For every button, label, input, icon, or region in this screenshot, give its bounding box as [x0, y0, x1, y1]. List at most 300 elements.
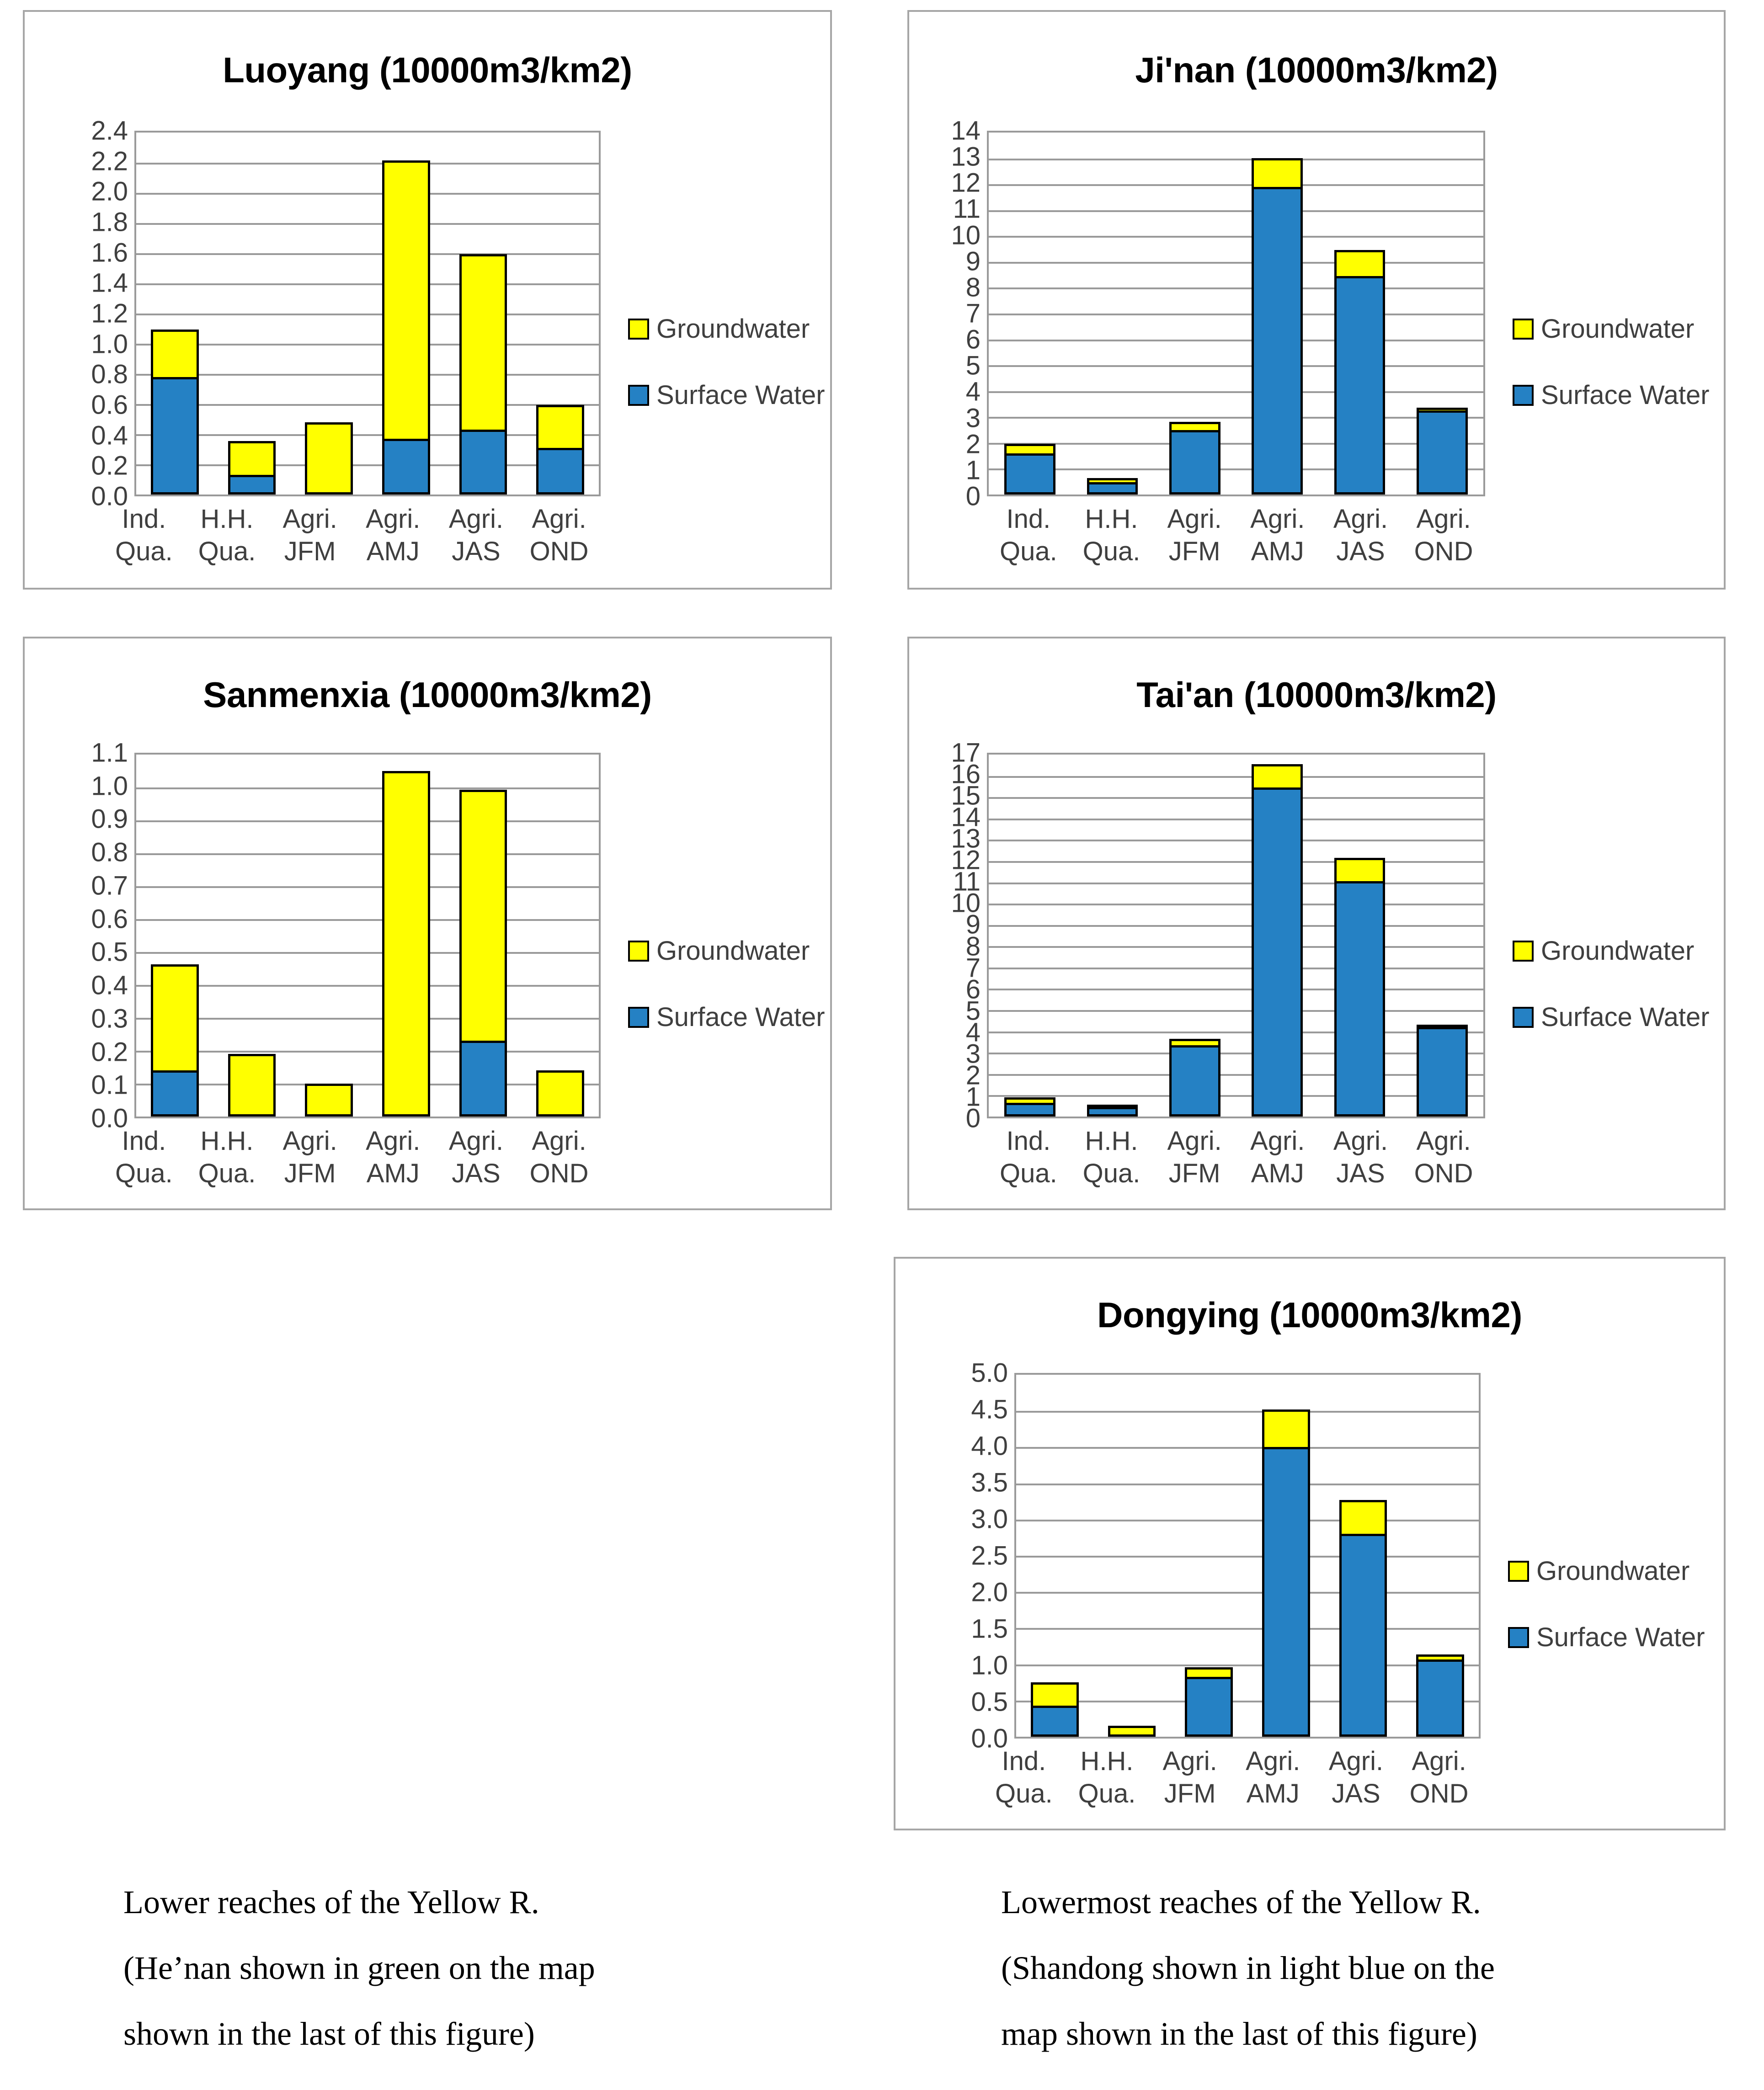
- x-axis-label-line2: Qua.: [115, 536, 173, 566]
- legend-label: Surface Water: [1541, 1002, 1710, 1032]
- x-axis-label: [186, 503, 269, 568]
- bars-layer: [989, 133, 1483, 495]
- bar-segment-surface-water[interactable]: [382, 439, 430, 495]
- x-axis-label: [435, 503, 518, 568]
- x-axis-label-line2: Qua.: [1082, 536, 1140, 566]
- x-axis-label: [1153, 503, 1236, 568]
- x-axis-label-line2: JFM: [284, 536, 336, 566]
- bar-stack[interactable]: [1252, 762, 1303, 1117]
- bar-segment-groundwater[interactable]: [305, 422, 353, 495]
- bar-segment-surface-water[interactable]: [1087, 1107, 1138, 1117]
- bar-stack[interactable]: [1417, 1023, 1468, 1117]
- bar-stack[interactable]: [1416, 1652, 1464, 1737]
- caption-left-line1: Lower reaches of the Yellow R.: [123, 1884, 539, 1920]
- x-axis-label: [982, 1745, 1066, 1810]
- x-axis-label-line1: Agri.: [366, 504, 421, 534]
- y-tick-label: 0.1: [91, 1070, 128, 1100]
- legend-swatch-groundwater-icon: [1508, 1561, 1529, 1582]
- legend-swatch-groundwater-icon: [628, 319, 649, 340]
- y-tick-label: 0.6: [91, 904, 128, 934]
- y-tick-label: 4: [965, 1017, 981, 1048]
- bar-stack[interactable]: [1417, 405, 1468, 495]
- bar-slot: [1071, 755, 1153, 1117]
- legend-swatch-surface-water-icon: [1508, 1627, 1529, 1648]
- plot-area-luoyang: [134, 131, 601, 496]
- x-axis-labels-jinan: [987, 503, 1485, 568]
- plot-region-sanmenxia: [43, 738, 601, 1133]
- bar-stack[interactable]: [151, 327, 199, 495]
- bar-segment-groundwater[interactable]: [151, 330, 199, 379]
- y-tick-label: 11: [953, 194, 981, 224]
- legend-item-surface-water[interactable]: [1508, 1622, 1705, 1653]
- x-axis-labels-taian: [987, 1125, 1485, 1190]
- y-tick-label: 12: [951, 168, 981, 198]
- bar-stack[interactable]: [1087, 1106, 1138, 1117]
- bar-stack[interactable]: [536, 403, 584, 495]
- y-tick-label: 0.5: [91, 937, 128, 967]
- x-axis-label-line2: AMJ: [366, 1158, 420, 1188]
- bar-segment-groundwater[interactable]: [1031, 1682, 1079, 1707]
- bar-segment-groundwater[interactable]: [459, 254, 507, 432]
- x-axis-label: [1315, 1745, 1398, 1810]
- y-tick-label: 2.5: [971, 1541, 1008, 1571]
- bar-segment-surface-water[interactable]: [1087, 482, 1138, 495]
- bar-stack[interactable]: [1169, 1037, 1220, 1117]
- chart-title-sanmenxia: Sanmenxia (10000m3/km2): [203, 675, 652, 715]
- bar-segment-groundwater[interactable]: [228, 441, 276, 477]
- bar-stack[interactable]: [1108, 1726, 1156, 1737]
- bar-slot: [522, 755, 599, 1117]
- x-axis-label-line2: JFM: [284, 1158, 336, 1188]
- y-tick-label: 0.6: [91, 390, 128, 420]
- bar-stack[interactable]: [151, 962, 199, 1117]
- bar-segment-surface-water[interactable]: [1169, 1045, 1220, 1117]
- legend-swatch-groundwater-icon: [1513, 941, 1534, 962]
- bar-stack[interactable]: [1334, 248, 1386, 495]
- legend-luoyang: [628, 314, 825, 410]
- x-axis-label: [1319, 1125, 1402, 1190]
- bar-slot: [213, 755, 291, 1117]
- y-tick-label: 0.4: [91, 970, 128, 1000]
- x-axis-label: [1402, 1125, 1485, 1190]
- y-tick-label: 16: [951, 759, 981, 789]
- y-tick-label: 2.4: [91, 116, 128, 146]
- caption-right: [1001, 1869, 1714, 2067]
- bar-slot: [1016, 1375, 1093, 1737]
- x-axis-label-line2: JAS: [1336, 1158, 1385, 1188]
- x-axis-label-line2: AMJ: [1251, 1158, 1304, 1188]
- y-tick-label: 4.5: [971, 1394, 1008, 1425]
- bar-segment-groundwater[interactable]: [536, 1070, 584, 1117]
- bar-stack[interactable]: [1334, 856, 1386, 1117]
- y-tick-label: 0.8: [91, 837, 128, 867]
- bar-segment-surface-water[interactable]: [151, 1070, 199, 1117]
- bar-slot: [1401, 755, 1483, 1117]
- y-tick-label: 2: [965, 429, 981, 459]
- chart-panel-sanmenxia: [23, 637, 832, 1210]
- bar-stack[interactable]: [382, 771, 430, 1117]
- y-tick-label: 17: [951, 738, 981, 768]
- x-axis-label-line2: Qua.: [115, 1158, 173, 1188]
- y-tick-label: 10: [951, 220, 981, 250]
- x-axis-label: [1236, 1125, 1319, 1190]
- bar-segment-surface-water[interactable]: [1169, 430, 1220, 495]
- bar-segment-surface-water[interactable]: [1004, 453, 1055, 495]
- x-axis-label-line1: Ind.: [122, 1126, 166, 1156]
- bar-stack[interactable]: [459, 252, 507, 495]
- x-axis-label-line2: JAS: [1336, 536, 1385, 566]
- y-tick-label: 4: [965, 377, 981, 407]
- legend-item-groundwater[interactable]: [1513, 314, 1710, 344]
- caption-right-line3: map shown in the last of this figure): [1001, 2016, 1477, 2052]
- x-axis-label: [268, 1125, 352, 1190]
- bar-slot: [368, 755, 445, 1117]
- legend-swatch-groundwater-icon: [1513, 319, 1534, 340]
- bar-slot: [1154, 133, 1236, 495]
- bar-slot: [1154, 755, 1236, 1117]
- bar-stack[interactable]: [1087, 476, 1138, 495]
- bar-segment-surface-water[interactable]: [536, 448, 584, 495]
- x-axis-label: [102, 503, 186, 568]
- bars-layer: [989, 755, 1483, 1117]
- y-tick-label: 14: [951, 802, 981, 832]
- y-axis-sanmenxia: [43, 738, 134, 1133]
- bar-segment-surface-water[interactable]: [1031, 1706, 1079, 1737]
- bar-segment-surface-water[interactable]: [459, 430, 507, 495]
- caption-left-line3: shown in the last of this figure): [123, 2016, 535, 2052]
- y-tick-label: 1: [965, 1082, 981, 1112]
- bar-slot: [1325, 1375, 1402, 1737]
- y-tick-label: 2.0: [971, 1577, 1008, 1607]
- bar-segment-groundwater[interactable]: [1339, 1500, 1387, 1536]
- x-axis-label: [186, 1125, 269, 1190]
- chart-panel-luoyang: [23, 10, 832, 590]
- x-axis-label-line2: OND: [529, 1158, 589, 1188]
- y-tick-label: 13: [951, 142, 981, 172]
- y-tick-label: 6: [965, 324, 981, 355]
- x-axis-label-line1: H.H.: [200, 1126, 254, 1156]
- x-axis-label: [102, 1125, 186, 1190]
- bar-stack[interactable]: [536, 1070, 584, 1117]
- x-axis-labels-sanmenxia: [102, 1125, 601, 1190]
- y-axis-dongying: [923, 1358, 1014, 1754]
- plot-region-jinan: [927, 116, 1485, 511]
- legend-label: Surface Water: [1536, 1622, 1705, 1652]
- y-tick-label: 5.0: [971, 1358, 1008, 1388]
- y-tick-label: 3: [965, 403, 981, 433]
- bar-slot: [1170, 1375, 1247, 1737]
- x-axis-label: [1070, 1125, 1153, 1190]
- bar-slot: [290, 133, 368, 495]
- y-tick-label: 1: [965, 455, 981, 485]
- x-axis-label-line1: Agri.: [448, 1126, 504, 1156]
- x-axis-label-line1: Agri.: [1416, 1126, 1471, 1156]
- bar-stack[interactable]: [228, 1054, 276, 1117]
- x-axis-label-line1: Agri.: [1246, 1746, 1300, 1776]
- legend-item-groundwater[interactable]: [1513, 936, 1710, 966]
- legend-label: Groundwater: [656, 936, 810, 966]
- bar-segment-groundwater[interactable]: [1334, 858, 1386, 883]
- legend-item-surface-water[interactable]: [1513, 380, 1710, 410]
- legend-item-surface-water[interactable]: [628, 380, 825, 410]
- bar-segment-surface-water[interactable]: [1252, 187, 1303, 495]
- x-axis-label: [517, 1125, 601, 1190]
- y-tick-label: 0.5: [971, 1687, 1008, 1717]
- x-axis-label-line1: Agri.: [448, 504, 504, 534]
- x-axis-label-line1: Agri.: [282, 504, 337, 534]
- x-axis-label-line2: AMJ: [1246, 1778, 1300, 1808]
- bar-stack[interactable]: [1004, 1095, 1055, 1117]
- plot-area-dongying: [1014, 1373, 1481, 1739]
- bar-slot: [1236, 755, 1318, 1117]
- bar-slot: [989, 755, 1071, 1117]
- y-tick-label: 1.1: [91, 738, 128, 768]
- legend-item-groundwater[interactable]: [628, 936, 825, 966]
- bar-stack[interactable]: [1262, 1407, 1310, 1737]
- chart-title-taian: Tai'an (10000m3/km2): [1136, 675, 1497, 715]
- y-tick-label: 0.0: [91, 1103, 128, 1133]
- bar-stack[interactable]: [1169, 420, 1220, 495]
- y-tick-label: 4.0: [971, 1431, 1008, 1461]
- chart-panel-taian: [907, 637, 1726, 1210]
- x-axis-label-line2: Qua.: [1082, 1158, 1140, 1188]
- bar-segment-groundwater[interactable]: [228, 1054, 276, 1117]
- y-tick-label: 15: [951, 781, 981, 811]
- y-tick-label: 1.4: [91, 268, 128, 298]
- x-axis-label-line1: Agri.: [1328, 1746, 1384, 1776]
- x-axis-label-line1: Agri.: [366, 1126, 421, 1156]
- x-axis-label-line2: OND: [1414, 1158, 1473, 1188]
- y-tick-label: 0: [965, 1103, 981, 1133]
- caption-right-line2: (Shandong shown in light blue on the: [1001, 1950, 1495, 1986]
- bar-segment-surface-water[interactable]: [151, 377, 199, 495]
- plot-area-sanmenxia: [134, 753, 601, 1118]
- bar-stack[interactable]: [1031, 1680, 1079, 1737]
- bar-slot: [368, 133, 445, 495]
- bar-segment-surface-water[interactable]: [1334, 276, 1386, 495]
- bar-segment-groundwater[interactable]: [1252, 764, 1303, 790]
- legend-label: Groundwater: [1541, 936, 1695, 966]
- bar-slot: [445, 133, 522, 495]
- y-tick-label: 9: [965, 909, 981, 940]
- y-tick-label: 0.8: [91, 359, 128, 389]
- x-axis-label-line1: Ind.: [122, 504, 166, 534]
- bar-stack[interactable]: [382, 158, 430, 495]
- bar-segment-surface-water[interactable]: [1004, 1103, 1055, 1117]
- legend-label: Surface Water: [1541, 380, 1710, 410]
- chart-panel-dongying: [894, 1257, 1726, 1830]
- x-axis-label-line2: AMJ: [366, 536, 420, 566]
- x-axis-label: [1148, 1745, 1231, 1810]
- bar-segment-groundwater[interactable]: [1262, 1409, 1310, 1449]
- x-axis-label-line1: H.H.: [1085, 1126, 1138, 1156]
- y-tick-label: 12: [951, 845, 981, 875]
- bar-segment-surface-water[interactable]: [1339, 1534, 1387, 1737]
- x-axis-label-line1: Agri.: [1167, 504, 1222, 534]
- x-axis-label-line1: Agri.: [1333, 504, 1388, 534]
- x-axis-label: [1231, 1745, 1315, 1810]
- x-axis-label-line1: H.H.: [200, 504, 254, 534]
- bar-segment-groundwater[interactable]: [459, 790, 507, 1043]
- bar-stack[interactable]: [1004, 441, 1055, 495]
- bar-stack[interactable]: [459, 787, 507, 1117]
- y-tick-label: 7: [965, 298, 981, 329]
- chart-title-luoyang: Luoyang (10000m3/km2): [223, 50, 632, 90]
- bar-slot: [445, 755, 522, 1117]
- y-tick-label: 14: [951, 116, 981, 146]
- bar-stack[interactable]: [305, 1084, 353, 1117]
- x-axis-label-line1: H.H.: [1080, 1746, 1134, 1776]
- y-tick-label: 2.0: [91, 176, 128, 207]
- x-axis-label-line1: Agri.: [1250, 504, 1305, 534]
- bar-slot: [522, 133, 599, 495]
- bar-segment-surface-water[interactable]: [1334, 881, 1386, 1117]
- bar-segment-surface-water[interactable]: [459, 1041, 507, 1117]
- y-tick-label: 3: [965, 1039, 981, 1069]
- bar-segment-surface-water[interactable]: [1416, 1659, 1464, 1737]
- x-axis-label-line1: H.H.: [1085, 504, 1138, 534]
- bar-slot: [1402, 1375, 1479, 1737]
- chart-panel-jinan: [907, 10, 1726, 590]
- y-tick-label: 1.5: [971, 1614, 1008, 1644]
- legend-jinan: [1513, 314, 1710, 410]
- x-axis-label-line1: Agri.: [1162, 1746, 1217, 1776]
- bar-slot: [1236, 133, 1318, 495]
- bar-slot: [136, 755, 213, 1117]
- y-tick-label: 2: [965, 1060, 981, 1090]
- bar-slot: [1318, 133, 1401, 495]
- x-axis-label-line1: Agri.: [282, 1126, 337, 1156]
- x-axis-label-line2: Qua.: [198, 1158, 256, 1188]
- caption-right-line1: Lowermost reaches of the Yellow R.: [1001, 1884, 1481, 1920]
- y-tick-label: 5: [965, 996, 981, 1026]
- caption-left: [123, 1869, 809, 2067]
- bar-segment-surface-water[interactable]: [1262, 1447, 1310, 1737]
- legend-item-groundwater[interactable]: [628, 314, 825, 344]
- x-axis-label-line1: Ind.: [1006, 504, 1051, 534]
- bar-segment-surface-water[interactable]: [1417, 410, 1468, 495]
- bar-stack[interactable]: [1339, 1498, 1387, 1737]
- y-tick-label: 0.2: [91, 1037, 128, 1067]
- legend-item-surface-water[interactable]: [628, 1002, 825, 1032]
- bar-segment-groundwater[interactable]: [536, 405, 584, 450]
- legend-swatch-surface-water-icon: [628, 385, 649, 406]
- x-axis-label-line1: Agri.: [532, 504, 586, 534]
- y-tick-label: 1.2: [91, 298, 128, 329]
- bar-segment-groundwater[interactable]: [305, 1084, 353, 1117]
- bar-segment-groundwater[interactable]: [1334, 250, 1386, 278]
- y-tick-label: 9: [965, 246, 981, 277]
- x-axis-label-line2: Qua.: [999, 1158, 1057, 1188]
- bar-stack[interactable]: [1252, 156, 1303, 495]
- bar-segment-groundwater[interactable]: [382, 160, 430, 441]
- y-tick-label: 7: [965, 953, 981, 983]
- legend-swatch-surface-water-icon: [628, 1007, 649, 1028]
- plot-region-dongying: [923, 1358, 1481, 1754]
- legend-swatch-surface-water-icon: [1513, 385, 1534, 406]
- bar-stack[interactable]: [228, 439, 276, 495]
- x-axis-label-line2: OND: [1409, 1778, 1469, 1808]
- y-tick-label: 1.6: [91, 238, 128, 268]
- y-axis-taian: [927, 738, 987, 1133]
- x-axis-label-line2: AMJ: [1251, 536, 1304, 566]
- legend-item-surface-water[interactable]: [1513, 1002, 1710, 1032]
- x-axis-label: [268, 503, 352, 568]
- bars-layer: [136, 133, 599, 495]
- x-axis-label-line1: Agri.: [1250, 1126, 1305, 1156]
- y-tick-label: 0.3: [91, 1004, 128, 1034]
- bar-stack[interactable]: [305, 422, 353, 495]
- bars-layer: [136, 755, 599, 1117]
- bar-segment-groundwater[interactable]: [382, 771, 430, 1117]
- legend-dongying: [1508, 1556, 1705, 1653]
- bar-slot: [136, 133, 213, 495]
- legend-item-groundwater[interactable]: [1508, 1556, 1705, 1586]
- y-tick-label: 1.0: [971, 1650, 1008, 1681]
- bar-stack[interactable]: [1185, 1665, 1233, 1737]
- legend-taian: [1513, 936, 1710, 1032]
- x-axis-label-line2: Qua.: [198, 536, 256, 566]
- x-axis-label-line2: JFM: [1164, 1778, 1216, 1808]
- legend-label: Groundwater: [1536, 1556, 1690, 1586]
- y-tick-label: 8: [965, 272, 981, 303]
- legend-label: Groundwater: [1541, 314, 1695, 344]
- x-axis-label: [1070, 503, 1153, 568]
- y-tick-label: 0.9: [91, 804, 128, 834]
- bar-segment-groundwater[interactable]: [1252, 158, 1303, 189]
- y-tick-label: 13: [951, 824, 981, 854]
- bar-slot: [1071, 133, 1153, 495]
- x-axis-label: [1236, 503, 1319, 568]
- x-axis-label: [987, 1125, 1070, 1190]
- x-axis-label-line2: JAS: [452, 536, 501, 566]
- y-tick-label: 0.7: [91, 871, 128, 901]
- legend-swatch-groundwater-icon: [628, 941, 649, 962]
- bar-segment-surface-water[interactable]: [1417, 1027, 1468, 1117]
- y-axis-jinan: [927, 116, 987, 511]
- bar-segment-groundwater[interactable]: [1108, 1726, 1156, 1737]
- x-axis-label-line1: Agri.: [1333, 1126, 1388, 1156]
- y-tick-label: 3.5: [971, 1468, 1008, 1498]
- x-axis-label-line2: JFM: [1168, 1158, 1220, 1188]
- bar-segment-groundwater[interactable]: [151, 964, 199, 1073]
- x-axis-label-line1: Agri.: [1412, 1746, 1466, 1776]
- plot-region-taian: [927, 738, 1485, 1133]
- y-tick-label: 11: [953, 867, 981, 897]
- legend-label: Surface Water: [656, 380, 825, 410]
- chart-title-dongying: Dongying (10000m3/km2): [1097, 1295, 1522, 1335]
- y-tick-label: 3.0: [971, 1504, 1008, 1534]
- x-axis-label-line2: JAS: [1332, 1778, 1380, 1808]
- y-tick-label: 0.4: [91, 420, 128, 451]
- x-axis-labels-dongying: [982, 1745, 1481, 1810]
- x-axis-label-line2: Qua.: [999, 536, 1057, 566]
- bar-slot: [213, 133, 291, 495]
- bar-segment-surface-water[interactable]: [1252, 787, 1303, 1117]
- x-axis-label-line1: Agri.: [1416, 504, 1471, 534]
- y-tick-label: 0.0: [91, 481, 128, 511]
- bar-segment-surface-water[interactable]: [228, 475, 276, 495]
- bar-segment-surface-water[interactable]: [1185, 1677, 1233, 1737]
- plot-area-jinan: [987, 131, 1485, 496]
- chart-title-jinan: Ji'nan (10000m3/km2): [1135, 50, 1498, 90]
- x-axis-label-line1: Ind.: [1002, 1746, 1046, 1776]
- y-tick-label: 1.0: [91, 329, 128, 359]
- y-tick-label: 2.2: [91, 146, 128, 176]
- plot-area-taian: [987, 753, 1485, 1118]
- x-axis-label-line2: JFM: [1168, 536, 1220, 566]
- y-tick-label: 5: [965, 351, 981, 381]
